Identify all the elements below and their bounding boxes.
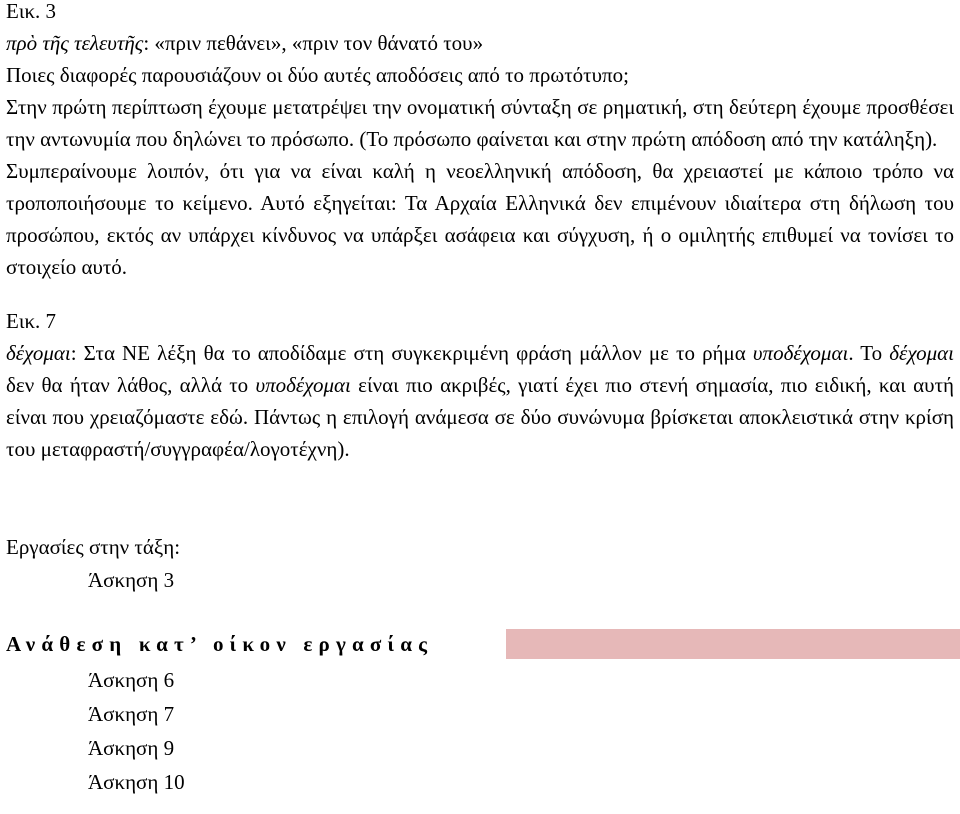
term-ypodechomai-2: υποδέχομαι: [255, 373, 351, 397]
homework-exercise: Άσκηση 9: [88, 736, 175, 760]
section-heading-fig-3: Εικ. 3: [6, 0, 57, 23]
section-spacer: [6, 465, 954, 531]
fig-7-text-4: είναι πιο ακριβές, γιατί έχει πιο στενή σημασία, πιο ειδική, και αυτή είναι που χρειαζόμαστε εδώ. Πάντως η επιλογή ανάμεσα σε δύο συνώνυμα βρίσκεται αποκλειστικά στην κρίση του μεταφραστή/συγγραφέα/λογοτέχνη).: [6, 373, 954, 461]
translation-variants: : «πριν πεθάνει», «πριν τον θάνατό του»: [143, 31, 484, 55]
term-ypodechomai: υποδέχομαι: [752, 341, 849, 365]
fig-3-question: Ποιες διαφορές παρουσιάζουν οι δύο αυτές αποδόσεις από το πρωτότυπο;: [6, 63, 629, 87]
homework-heading-bar: [0, 629, 960, 659]
fig-3-conclusion: Συμπεραίνουμε λοιπόν, ότι για να είναι καλή η νεοελληνική απόδοση, θα χρειαστεί με κάποιο τρόπο να τροποποιήσουμε το κείμενο. Αυτό εξηγείται: Τα Αρχαία Ελληνικά δεν επιμένουν ιδιαίτερα στη δήλωση του προσώπου, εκτός αν υπάρχει κίνδυνος να υπάρξει ασάφεια και σύγχυση, ή ο ομιλητής επιθυμεί να τονίσει το στοιχείο αυτό.: [6, 159, 954, 279]
homework-exercise: Άσκηση 6: [88, 668, 175, 692]
homework-exercise: Άσκηση 10: [88, 770, 185, 794]
fig-7-paragraph: [6, 337, 954, 465]
section-heading-fig-7: Εικ. 7: [6, 309, 57, 333]
classwork-exercise: Άσκηση 3: [88, 568, 175, 592]
section-spacer: [6, 597, 954, 627]
homework-heading: Ανάθεση κατ’ οίκον εργασίας: [6, 632, 434, 656]
ancient-greek-term: πρὸ τῆς τελευτῆς: [6, 31, 144, 55]
fig-3-answer: Στην πρώτη περίπτωση έχουμε μετατρέψει την ονοματική σύνταξη σε ρηματική, στη δεύτερη έχουμε προσθέσει την αντωνυμία που δηλώνει το πρόσωπο. (Το πρόσωπο φαίνεται και στην πρώτη απόδοση από την κατάληξη).: [6, 95, 954, 151]
term-dechomai: δέχομαι: [6, 341, 71, 365]
classwork-heading: Εργασίες στην τάξη:: [6, 535, 181, 559]
term-dechomai-2: δέχομαι: [889, 341, 955, 365]
fig-3-translations: [6, 27, 954, 59]
document-page: [6, 0, 954, 799]
fig-7-text-3: δεν θα ήταν λάθος, αλλά το: [6, 373, 256, 397]
fig-7-text-2: . Το: [848, 341, 890, 365]
fig-7-text-1: : Στα ΝΕ λέξη θα το αποδίδαμε στη συγκεκριμένη φράση μάλλον με το ρήμα: [70, 341, 753, 365]
homework-exercise: Άσκηση 7: [88, 702, 175, 726]
paragraph-spacer: [6, 283, 954, 305]
